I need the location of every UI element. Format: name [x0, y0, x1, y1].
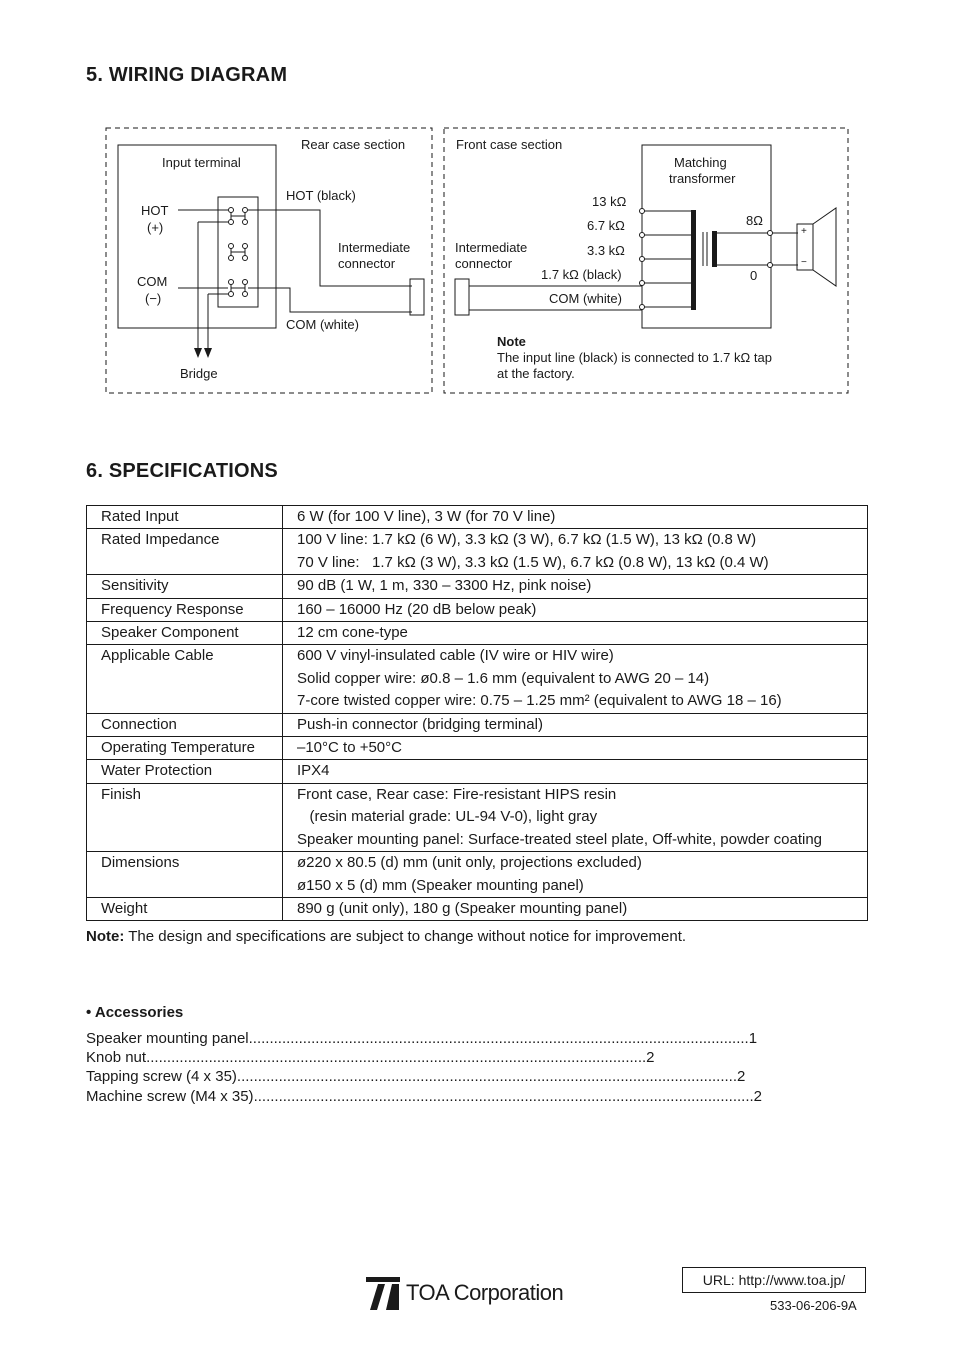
- speaker-minus: −: [801, 257, 807, 268]
- output-8-ohm-label: 8Ω: [746, 213, 763, 228]
- tap-6-7k: 6.7 kΩ: [587, 218, 625, 233]
- spec-value-line: 160 – 16000 Hz (20 dB below peak): [297, 600, 537, 618]
- footnote-label: Note:: [86, 928, 125, 945]
- spec-label: Rated Impedance: [87, 529, 283, 575]
- spec-value-line: 90 dB (1 W, 1 m, 330 – 3300 Hz, pink noise): [297, 577, 592, 595]
- accessory-name: Knob nut: [86, 1049, 147, 1067]
- specifications-heading: 6. SPECIFICATIONS: [86, 460, 278, 482]
- primary-winding: [691, 210, 696, 310]
- output-0-label: 0: [750, 268, 758, 283]
- matching-label-1: Matching: [674, 155, 727, 170]
- spec-value: [283, 645, 868, 713]
- rear-intermediate-label-1: Intermediate: [338, 240, 411, 255]
- spec-value-line: 600 V vinyl-insulated cable (IV wire or HIV wire): [297, 647, 614, 665]
- toa-logo-icon: [366, 1276, 400, 1310]
- spec-value: [283, 506, 868, 529]
- spec-value: [283, 897, 868, 920]
- spec-value-line: 6 W (for 100 V line), 3 W (for 70 V line): [297, 508, 556, 525]
- spec-label: Weight: [87, 897, 283, 920]
- spec-value: [283, 598, 868, 621]
- spec-value-line: ø220 x 80.5 (d) mm (unit only, projections excluded): [297, 854, 642, 872]
- spec-row: [87, 622, 868, 645]
- spec-value-line: IPX4: [297, 762, 330, 780]
- spec-label: Dimensions: [87, 852, 283, 898]
- spec-value-line: (resin material grade: UL-94 V-0), light gray: [297, 808, 598, 826]
- spec-label: Sensitivity: [87, 575, 283, 598]
- com-white-rear-label: COM (white): [286, 317, 359, 332]
- wiring-note-title: Note: [497, 334, 526, 349]
- footnote: [86, 928, 686, 945]
- spec-row: [87, 852, 868, 898]
- spec-label: Connection: [87, 713, 283, 736]
- accessory-item: [86, 1048, 655, 1067]
- front-intermediate-label-1: Intermediate: [455, 240, 528, 255]
- wiring-diagram-heading: 5. WIRING DIAGRAM: [86, 64, 288, 86]
- wiring-note-line-2: at the factory.: [497, 366, 575, 381]
- spec-value: [283, 529, 868, 575]
- bridge-label: Bridge: [180, 366, 218, 381]
- spec-value: [283, 737, 868, 760]
- com-sign: (−): [145, 291, 162, 306]
- spec-label: Applicable Cable: [87, 645, 283, 713]
- secondary-winding: [712, 231, 717, 267]
- spec-value-line: ø150 x 5 (d) mm (Speaker mounting panel): [297, 876, 584, 894]
- accessory-name: Speaker mounting panel: [86, 1030, 249, 1047]
- accessories-heading: • Accessories: [86, 1004, 184, 1021]
- tap-1-7k: 1.7 kΩ (black): [541, 267, 622, 282]
- rear-case-label: Rear case section: [301, 137, 406, 152]
- spec-value-line: 100 V line: 1.7 kΩ (6 W), 3.3 kΩ (3 W), 6.7 kΩ (1.5 W), 13 kΩ (0.8 W): [297, 531, 757, 549]
- spec-value-line: 70 V line: 1.7 kΩ (3 W), 3.3 kΩ (1.5 W), 6.7 kΩ (0.8 W), 13 kΩ (0.4 W): [297, 553, 769, 571]
- spec-value: [283, 852, 868, 898]
- dot-leader: ........................................................................................................................: [236, 1068, 738, 1086]
- hot-label: HOT: [141, 203, 169, 218]
- brand-name: TOA Corporation: [406, 1280, 564, 1305]
- accessory-qty: 1: [748, 1030, 758, 1047]
- spec-row: [87, 783, 868, 851]
- hot-sign: (+): [147, 220, 164, 235]
- spec-value-line: 7-core twisted copper wire: 0.75 – 1.25 mm² (equivalent to AWG 18 – 16): [297, 692, 782, 710]
- specifications-table: [86, 505, 868, 921]
- speaker-plus: +: [801, 226, 807, 237]
- spec-label: Water Protection: [87, 760, 283, 783]
- spec-row: [87, 737, 868, 760]
- spec-value-line: 890 g (unit only), 180 g (Speaker mounting panel): [297, 899, 628, 917]
- accessory-qty: 2: [753, 1087, 763, 1105]
- front-intermediate-label-2: connector: [455, 256, 513, 271]
- toa-logo: [366, 1274, 563, 1312]
- document-number: 533-06-206-9A: [770, 1298, 857, 1313]
- spec-value-line: 12 cm cone-type: [297, 624, 408, 642]
- spec-row: [87, 760, 868, 783]
- input-terminal-box: [118, 145, 276, 328]
- spec-label: Frequency Response: [87, 598, 283, 621]
- rear-connector: [410, 279, 424, 315]
- com-label: COM: [137, 274, 168, 289]
- spec-value-line: Push-in connector (bridging terminal): [297, 715, 543, 733]
- spec-value: [283, 760, 868, 783]
- spec-label: Speaker Component: [87, 622, 283, 645]
- accessory-name: Machine screw (M4 x 35): [86, 1087, 254, 1105]
- spec-row: [87, 713, 868, 736]
- footnote-text: The design and specifications are subject to change without notice for improvement.: [124, 928, 687, 945]
- dot-leader: ........................................................................................................................: [248, 1030, 749, 1047]
- rear-intermediate-label-2: connector: [338, 256, 396, 271]
- spec-value-line: Solid copper wire: ø0.8 – 1.6 mm (equivalent to AWG 20 – 14): [297, 669, 710, 687]
- spec-label: Rated Input: [87, 506, 283, 529]
- wiring-diagram: [0, 0, 954, 420]
- hot-black-label: HOT (black): [286, 188, 356, 203]
- spec-row: [87, 529, 868, 575]
- spec-row: [87, 897, 868, 920]
- com-white-front-label: COM (white): [549, 291, 622, 306]
- spec-value-line: –10°C to +50°C: [297, 739, 402, 757]
- tap-3-3k: 3.3 kΩ: [587, 243, 625, 258]
- dot-leader: ........................................................................................................................: [253, 1087, 754, 1105]
- accessory-item: [86, 1029, 758, 1048]
- bridge-arrows: [194, 348, 212, 358]
- dot-leader: ........................................................................................................................: [146, 1049, 647, 1067]
- spec-value: [283, 783, 868, 851]
- spec-row: [87, 575, 868, 598]
- accessory-item: [86, 1087, 763, 1106]
- front-connector: [455, 279, 469, 315]
- accessories-list: [86, 1029, 763, 1106]
- spec-value: [283, 575, 868, 598]
- spec-label: Finish: [87, 783, 283, 851]
- speaker-cone-icon: [813, 208, 836, 286]
- front-case-label: Front case section: [456, 137, 563, 152]
- accessory-name: Tapping screw (4 x 35): [86, 1068, 237, 1086]
- spec-value-line: Speaker mounting panel: Surface-treated steel plate, Off-white, powder coating: [297, 830, 823, 848]
- input-terminal-label: Input terminal: [162, 155, 241, 170]
- tap-13k: 13 kΩ: [592, 194, 627, 209]
- spec-value: [283, 622, 868, 645]
- accessory-qty: 2: [646, 1049, 655, 1067]
- spec-value-line: Front case, Rear case: Fire-resistant HIPS resin: [297, 785, 617, 803]
- spec-row: [87, 645, 868, 713]
- url-box: URL: http://www.toa.jp/: [682, 1267, 866, 1293]
- matching-label-2: transformer: [669, 171, 736, 186]
- wiring-note-line-1: The input line (black) is connected to 1.7 kΩ tap: [497, 350, 772, 365]
- spec-row: [87, 506, 868, 529]
- spec-row: [87, 598, 868, 621]
- spec-value: [283, 713, 868, 736]
- accessory-item: [86, 1067, 746, 1086]
- spec-label: Operating Temperature: [87, 737, 283, 760]
- accessory-qty: 2: [737, 1068, 746, 1086]
